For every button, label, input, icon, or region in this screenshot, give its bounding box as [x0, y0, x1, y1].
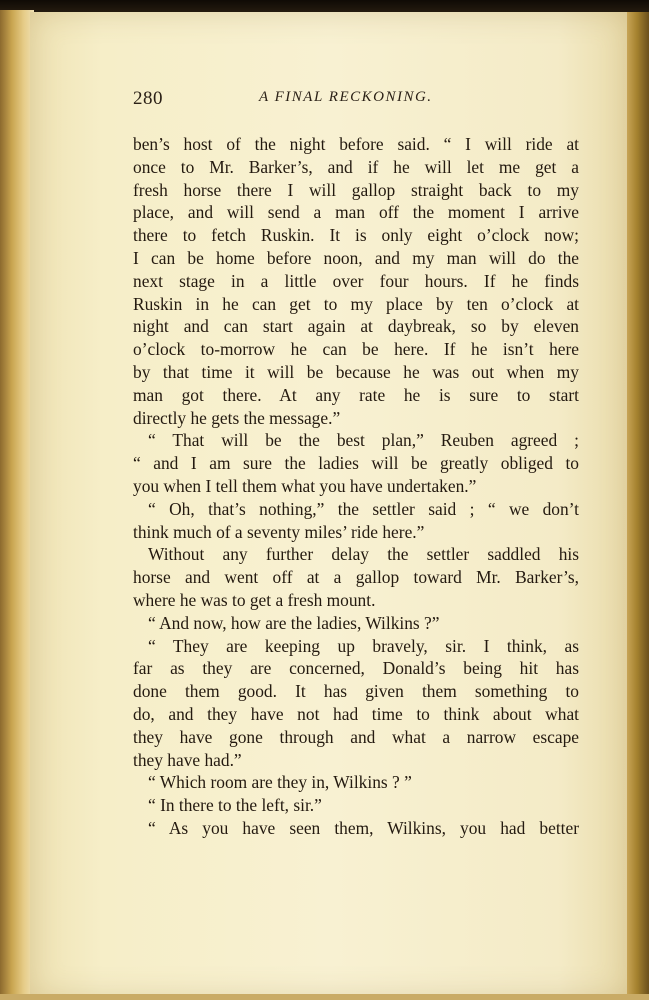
text-line: Ruskin in he can get to my place by ten o’clock at — [133, 293, 579, 314]
page-fore-edge — [627, 12, 649, 1000]
text-line: once to Mr. Barker’s, and if he will let me get a — [133, 156, 579, 177]
text-line: o’clock to-morrow he can be here. If he isn’t here — [133, 339, 579, 360]
text-line: ben’s host of the night before said. “ I will ride at — [133, 134, 579, 154]
page-number: 280 — [133, 88, 163, 109]
text-line: Without any further delay the settler saddled his — [148, 544, 579, 565]
text-line: horse and went off at a gallop toward Mr. Barker’s, — [133, 567, 579, 588]
text-line: you when I tell them what you have undertaken.” — [133, 475, 477, 496]
text-line: “ That will be the best plan,” Reuben agreed ; — [148, 430, 579, 451]
body-text — [133, 133, 579, 840]
text-line: done them good. It has given them something to — [133, 681, 579, 702]
page-header — [133, 88, 579, 116]
text-line: do, and they have not had time to think about what — [133, 703, 579, 724]
text-line: “ And now, how are the ladies, Wilkins ?” — [148, 612, 440, 633]
running-title: A FINAL RECKONING. — [259, 89, 433, 105]
text-line: directly he gets the message.” — [133, 407, 341, 428]
text-line: man got there. At any rate he is sure to start — [133, 384, 579, 405]
text-line: “ and I am sure the ladies will be greatly obliged to — [133, 453, 579, 474]
text-line: think much of a seventy miles’ ride here.” — [133, 521, 425, 542]
text-line: far as they are concerned, Donald’s being hit has — [133, 658, 579, 679]
text-line: “ Which room are they in, Wilkins ? ” — [148, 772, 412, 793]
text-line: there to fetch Ruskin. It is only eight o’clock now; — [133, 225, 579, 246]
book-gutter — [0, 10, 34, 1000]
text-line: they have had.” — [133, 749, 242, 770]
text-line: they have gone through and what a narrow escape — [133, 726, 579, 747]
text-line: night and can start again at daybreak, so by eleven — [133, 316, 579, 337]
text-line: fresh horse there I will gallop straight back to my — [133, 179, 579, 200]
text-line: next stage in a little over four hours. If he finds — [133, 270, 579, 291]
text-line: “ As you have seen them, Wilkins, you had better — [148, 817, 579, 838]
text-line: I can be home before noon, and my man will do the — [133, 247, 579, 268]
text-line: where he was to get a fresh mount. — [133, 589, 376, 610]
text-line: by that time it will be because he was out when my — [133, 361, 579, 382]
text-line: “ They are keeping up bravely, sir. I think, as — [148, 635, 579, 656]
text-line: “ Oh, that’s nothing,” the settler said ; “ we don’t — [148, 498, 579, 519]
text-line: place, and will send a man off the moment I arrive — [133, 202, 579, 223]
page-bottom-edge — [0, 994, 649, 1000]
text-line: “ In there to the left, sir.” — [148, 795, 322, 816]
